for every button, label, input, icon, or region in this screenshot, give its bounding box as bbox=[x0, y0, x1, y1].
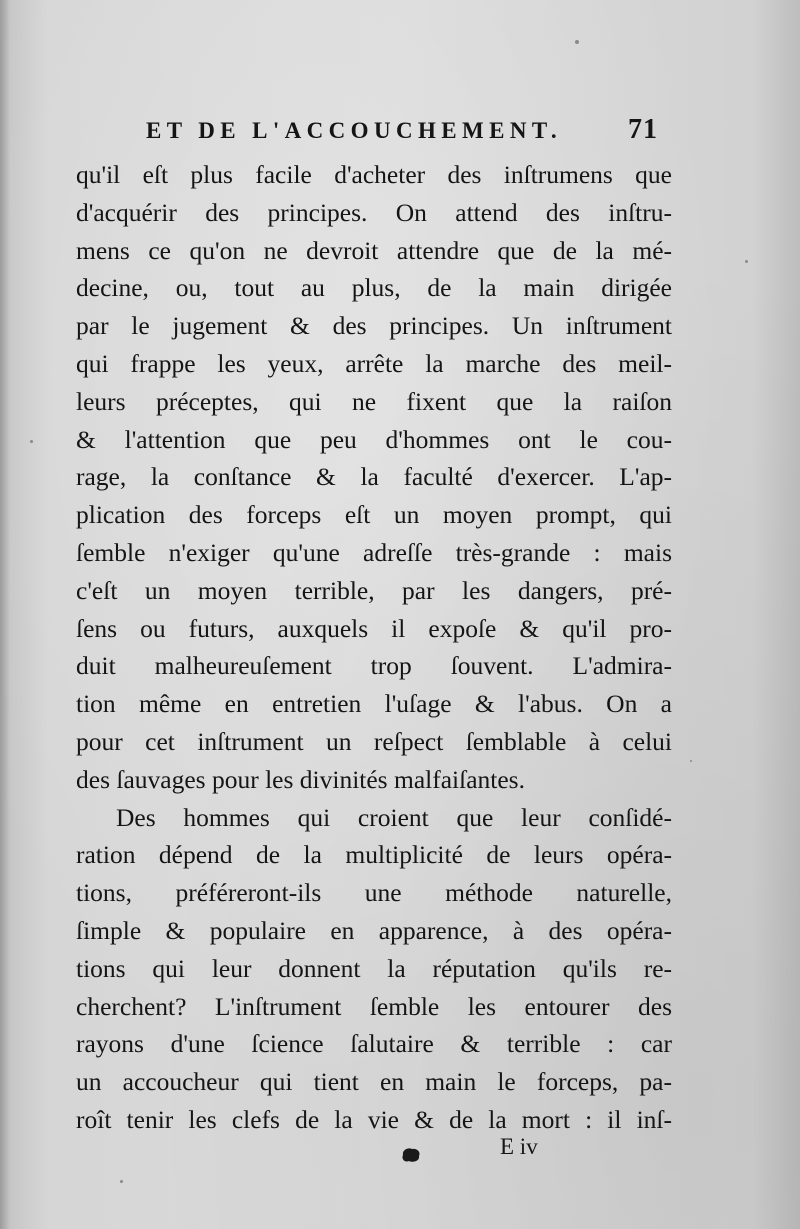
text-line: plication des forceps eſt un moyen prompt, qui bbox=[76, 500, 672, 530]
signature-mark: E iv bbox=[500, 1134, 538, 1159]
text-line: leurs préceptes, qui ne fixent que la raiſon bbox=[76, 386, 672, 416]
text-line: rage, la conſtance & la faculté d'exercer. L'ap- bbox=[76, 462, 672, 492]
text-line: decine, ou, tout au plus, de la main dirigée bbox=[76, 273, 672, 303]
paper-speck bbox=[30, 440, 33, 443]
text-line: & l'attention que peu d'hommes ont le cou- bbox=[76, 424, 672, 454]
body-text bbox=[76, 156, 672, 1139]
text-line: un accoucheur qui tient en main le forceps, pa- bbox=[76, 1067, 672, 1097]
text-line: tions, préféreront-ils une méthode naturelle, bbox=[76, 878, 672, 908]
text-line: cherchent? L'inſtrument ſemble les entourer des bbox=[76, 991, 672, 1021]
text-line: qui frappe les yeux, arrête la marche des meil- bbox=[76, 348, 672, 378]
text-line: c'eſt un moyen terrible, par les dangers, pré- bbox=[76, 575, 672, 605]
text-line: qu'il eſt plus facile d'acheter des inſtrumens que bbox=[76, 160, 672, 189]
text-line: mens ce qu'on ne devroit attendre que de la mé- bbox=[76, 235, 672, 265]
page-number: 71 bbox=[628, 114, 658, 145]
text-line: ſimple & populaire en apparence, à des opéra- bbox=[76, 915, 672, 945]
paper-speck bbox=[575, 40, 579, 44]
text-line: pour cet inſtrument un reſpect ſemblable à celui bbox=[76, 726, 672, 756]
paragraph-first-line: Des hommes qui croient que leur conſidé- bbox=[116, 802, 672, 832]
text-line: tion même en entretien l'uſage & l'abus. On a bbox=[76, 689, 672, 719]
text-line: d'acquérir des principes. On attend des inſtru- bbox=[76, 197, 672, 227]
paper-speck bbox=[690, 760, 692, 762]
text-line: rayons d'une ſcience ſalutaire & terrible : car bbox=[76, 1029, 672, 1059]
text-line: ration dépend de la multiplicité de leurs opéra- bbox=[76, 840, 672, 870]
text-line: tions qui leur donnent la réputation qu'ils re- bbox=[76, 953, 672, 983]
text-line: ſens ou futurs, auxquels il expoſe & qu'il pro- bbox=[76, 613, 672, 643]
text-line: ſemble n'exiger qu'une adreſſe très-grande : mais bbox=[76, 537, 672, 567]
text-line: par le jugement & des principes. Un inſtrument bbox=[76, 311, 672, 341]
paper-speck bbox=[120, 1180, 123, 1183]
paragraph-last-line: des ſauvages pour les divinités malfaiſantes. bbox=[76, 764, 525, 794]
paper-speck bbox=[745, 260, 748, 263]
ink-blot-mark bbox=[400, 1146, 422, 1164]
running-head: ET DE L'ACCOUCHEMENT. bbox=[146, 118, 563, 143]
text-line: roît tenir les clefs de la vie & de la mort : il inſ- bbox=[76, 1104, 672, 1134]
text-line: duit malheureuſement trop ſouvent. L'admira- bbox=[76, 651, 672, 681]
page-edge-shadow bbox=[0, 0, 10, 1229]
